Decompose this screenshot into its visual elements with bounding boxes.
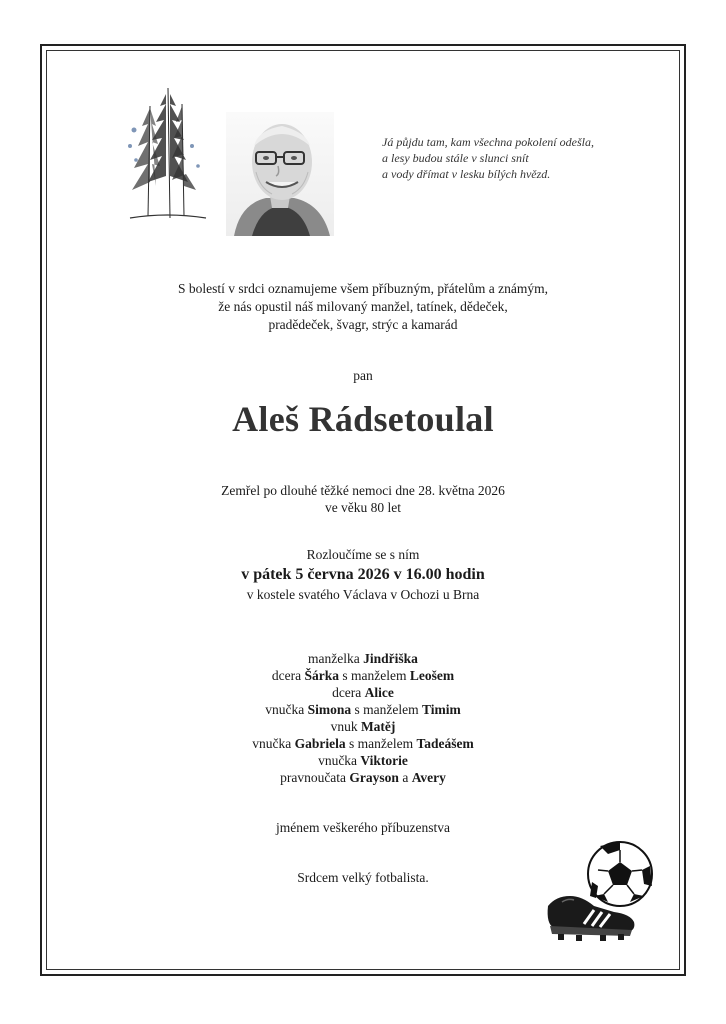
family-member-name: Simona bbox=[307, 702, 352, 717]
quote-line: Já půjdu tam, kam všechna pokolení odešla, bbox=[382, 135, 594, 149]
family-member-name: Alice bbox=[364, 685, 394, 700]
family-member-name: Viktorie bbox=[360, 753, 408, 768]
pine-trees-icon bbox=[122, 86, 212, 226]
family-member-line bbox=[46, 769, 680, 786]
family-member-line bbox=[46, 684, 680, 701]
farewell-location: v kostele svatého Václava v Ochozi u Brna bbox=[246, 587, 480, 602]
death-line: ve věku 80 let bbox=[324, 500, 402, 515]
family-member-name: Jindřiška bbox=[363, 651, 418, 666]
family-relation-text: dcera bbox=[271, 668, 305, 683]
announcement-intro bbox=[46, 280, 680, 334]
family-member-line bbox=[46, 701, 680, 718]
football-boot-ball-icon bbox=[544, 840, 662, 942]
family-member-line bbox=[46, 667, 680, 684]
family-relation-text: s manželem bbox=[351, 702, 422, 717]
family-member-name: Tadeášem bbox=[416, 736, 474, 751]
memorial-quote bbox=[382, 134, 672, 182]
intro-line: pradědeček, švagr, strýc a kamarád bbox=[268, 317, 458, 332]
quote-line: a vody dřímat v lesku bílých hvězd. bbox=[382, 167, 551, 181]
family-member-name: Leošem bbox=[409, 668, 455, 683]
farewell-intro: Rozloučíme se s ním bbox=[306, 547, 420, 562]
family-relation-text: pravnoučata bbox=[280, 770, 350, 785]
farewell-info bbox=[46, 546, 680, 604]
family-member-name: Šárka bbox=[304, 668, 339, 683]
family-relation-text: a bbox=[398, 770, 412, 785]
family-member-line bbox=[46, 650, 680, 667]
family-list bbox=[46, 650, 680, 786]
family-member-name: Grayson bbox=[349, 770, 399, 785]
family-member-name: Gabriela bbox=[294, 736, 346, 751]
family-member-name: Avery bbox=[411, 770, 446, 785]
death-info bbox=[46, 482, 680, 516]
motto: Srdcem velký fotbalista. bbox=[297, 870, 429, 885]
deceased-name: Aleš Rádsetoulal bbox=[232, 399, 494, 439]
family-relation-text: vnučka bbox=[252, 736, 295, 751]
family-relation-text: vnučka bbox=[318, 753, 361, 768]
family-relation-text: dcera bbox=[332, 685, 365, 700]
family-member-line bbox=[46, 752, 680, 769]
on-behalf-line: jménem veškerého příbuzenstva bbox=[276, 820, 450, 835]
intro-line: že nás opustil náš milovaný manžel, tatínek, dědeček, bbox=[218, 299, 508, 314]
family-relation-text: s manželem bbox=[339, 668, 410, 683]
family-relation-text: vnučka bbox=[265, 702, 308, 717]
family-relation-text: s manželem bbox=[345, 736, 417, 751]
portrait-photo bbox=[226, 112, 334, 236]
family-member-line bbox=[46, 718, 680, 735]
death-line: Zemřel po dlouhé těžké nemoci dne 28. května 2026 bbox=[221, 483, 505, 498]
family-member-name: Timim bbox=[421, 702, 461, 717]
family-member-name: Matěj bbox=[360, 719, 396, 734]
quote-line: a lesy budou stále v slunci snít bbox=[382, 151, 529, 165]
family-member-line bbox=[46, 735, 680, 752]
family-relation-text: vnuk bbox=[330, 719, 361, 734]
family-relation-text: manželka bbox=[308, 651, 364, 666]
honorific: pan bbox=[353, 368, 373, 383]
farewell-date-time: v pátek 5 června 2026 v 16.00 hodin bbox=[241, 566, 485, 583]
intro-line: S bolestí v srdci oznamujeme všem příbuzným, přátelům a známým, bbox=[177, 281, 549, 296]
